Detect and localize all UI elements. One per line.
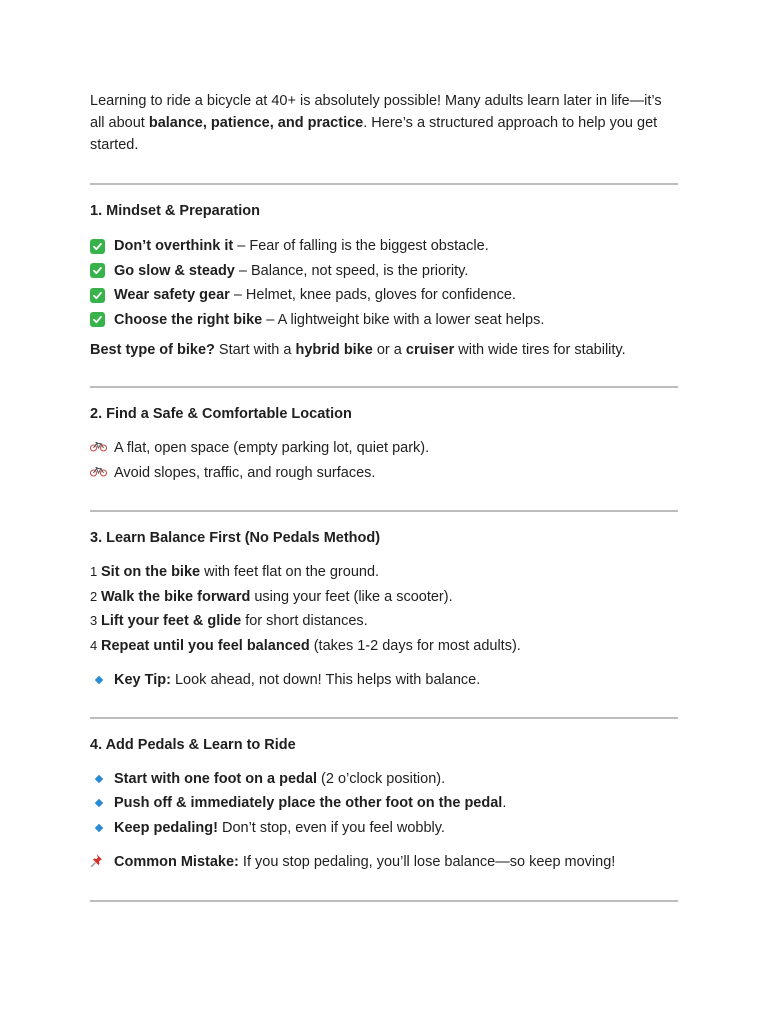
check-mark-icon	[90, 263, 105, 278]
section-1-title: 1. Mindset & Preparation	[90, 203, 261, 219]
section-3-title: 3. Learn Balance First (No Pedals Method)	[90, 530, 381, 546]
step-number: 1	[90, 564, 98, 580]
divider	[90, 900, 678, 902]
step-number: 3	[90, 613, 98, 629]
divider	[90, 510, 678, 512]
bicycle-icon	[90, 465, 107, 481]
bike-type-note: Best type of bike? Start with a hybrid bike or a cruiser with wide tires for stability.	[90, 342, 626, 358]
location-list	[90, 436, 678, 485]
list-item: 2 Walk the bike forward using your feet (like a scooter).	[90, 588, 453, 605]
step-number: 4	[90, 637, 98, 653]
list-item: Don’t overthink it – Fear of falling is the biggest obstacle.	[90, 234, 678, 259]
balance-steps-list	[90, 560, 678, 658]
list-item: Choose the right bike – A lightweight bike with a lower seat helps.	[90, 308, 678, 333]
section-2-title: 2. Find a Safe & Comfortable Location	[90, 406, 352, 422]
check-mark-icon	[90, 288, 105, 303]
check-mark-icon	[90, 239, 105, 254]
divider	[90, 717, 678, 719]
intro-paragraph: Learning to ride a bicycle at 40+ is absolutely possible! Many adults learn later in life—it’s all about balance, patience, and practice. Here’s a structured approach to help you get started.	[90, 93, 662, 153]
blue-diamond-icon	[95, 799, 103, 807]
article-body	[90, 90, 678, 902]
blue-diamond-icon	[95, 676, 103, 684]
bicycle-icon	[90, 440, 107, 456]
divider	[90, 183, 678, 185]
mindset-list	[90, 234, 678, 332]
divider	[90, 386, 678, 388]
step-number: 2	[90, 588, 98, 604]
list-item: Avoid slopes, traffic, and rough surfaces.	[90, 461, 678, 486]
check-mark-icon	[90, 312, 105, 327]
list-item: 4 Repeat until you feel balanced (takes 1-2 days for most adults).	[90, 637, 521, 654]
key-tip: Key Tip: Look ahead, not down! This helps with balance.	[90, 668, 678, 693]
list-item: Go slow & steady – Balance, not speed, is the priority.	[90, 259, 678, 284]
pushpin-icon	[90, 852, 106, 872]
pedal-steps-list	[90, 767, 678, 841]
list-item: A flat, open space (empty parking lot, quiet park).	[90, 436, 678, 461]
list-item: Wear safety gear – Helmet, knee pads, gloves for confidence.	[90, 283, 678, 308]
common-mistake: Common Mistake: If you stop pedaling, you’ll lose balance—so keep moving!	[90, 850, 678, 875]
list-item: Keep pedaling! Don’t stop, even if you feel wobbly.	[90, 816, 678, 841]
list-item: Push off & immediately place the other foot on the pedal.	[90, 791, 678, 816]
list-item: 3 Lift your feet & glide for short distances.	[90, 613, 368, 630]
list-item: Start with one foot on a pedal (2 o’clock position).	[90, 767, 678, 792]
section-4-title: 4. Add Pedals & Learn to Ride	[90, 736, 296, 753]
list-item: 1 Sit on the bike with feet flat on the ground.	[90, 564, 380, 581]
blue-diamond-icon	[95, 824, 103, 832]
blue-diamond-icon	[95, 775, 103, 783]
